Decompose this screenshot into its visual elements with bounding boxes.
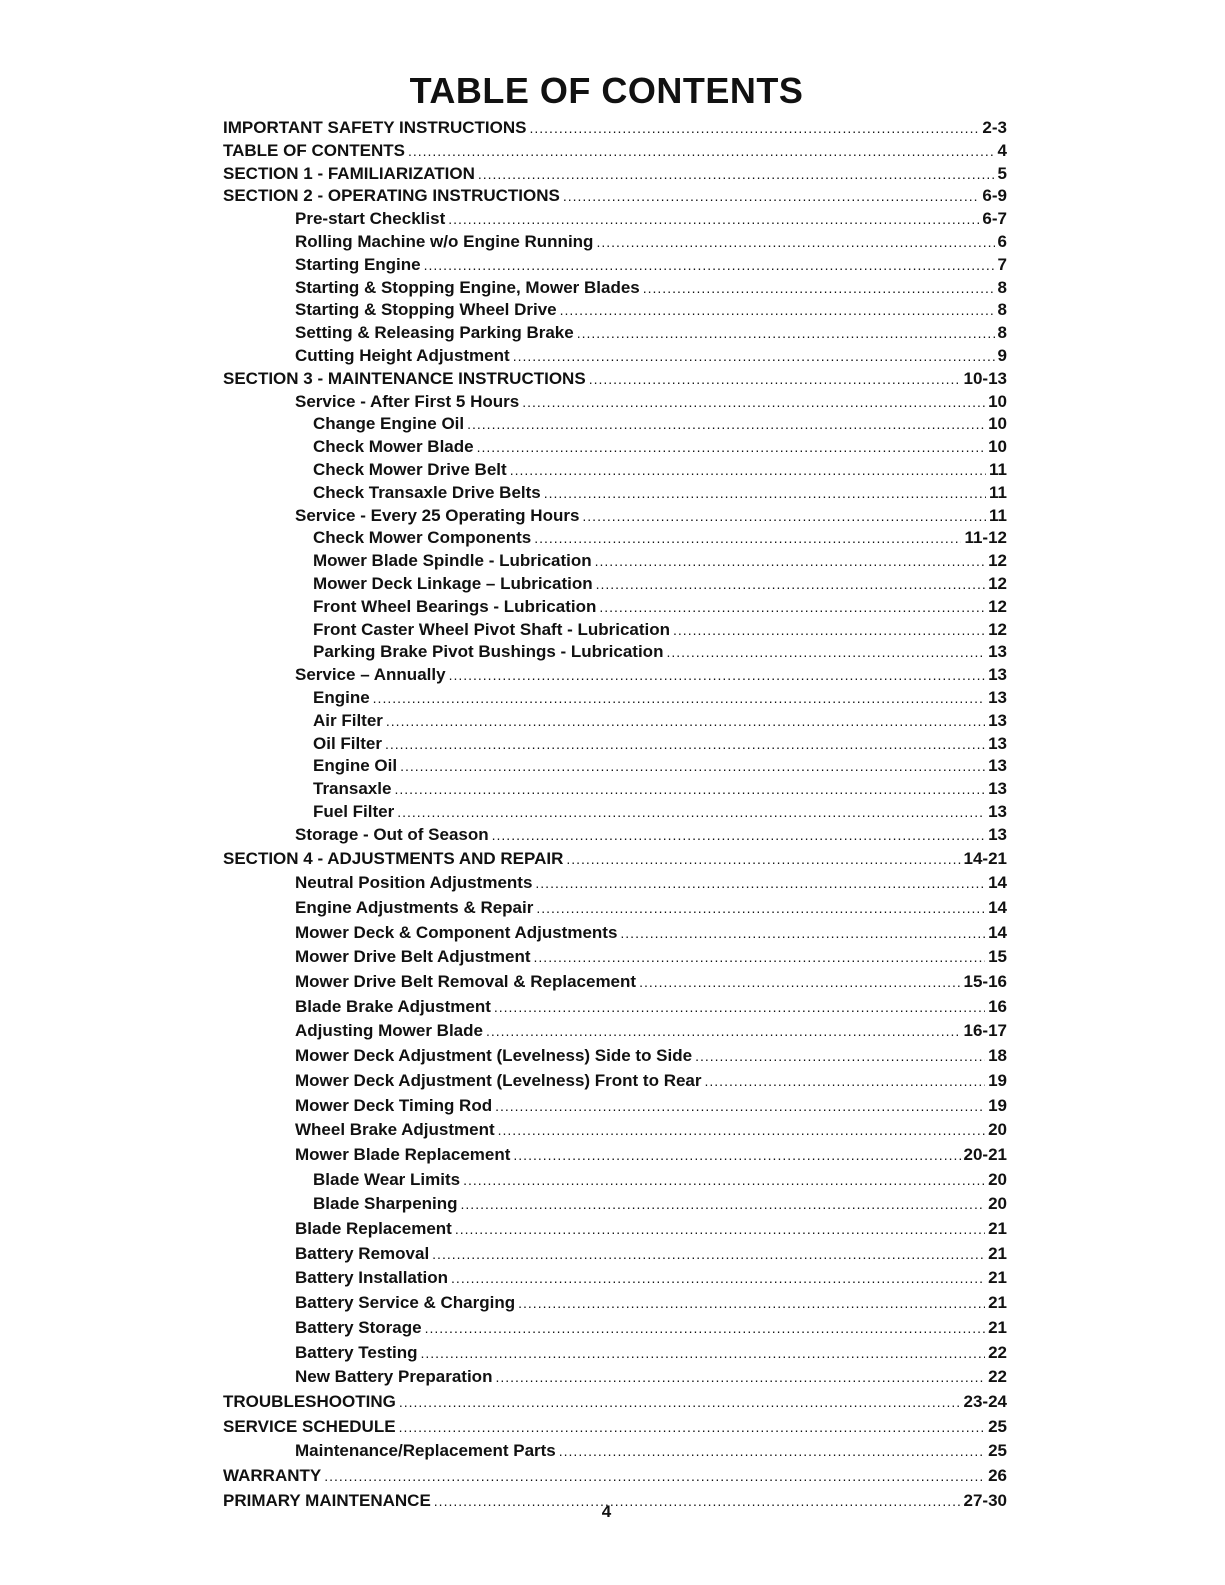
toc-entry-page: 15-16 (963, 972, 1007, 992)
dot-leader (589, 369, 961, 391)
dot-leader (386, 711, 985, 733)
toc-entry-title: PRIMARY MAINTENANCE (223, 1490, 431, 1510)
toc-entry-page: 13 (988, 642, 1007, 662)
toc-entry-title: Mower Blade Spindle - Lubrication (313, 551, 592, 571)
toc-entry-title: Engine Oil (313, 756, 398, 776)
toc-entry-title: Storage - Out of Season (295, 824, 489, 844)
toc-entry-title: Service - After First 5 Hours (295, 391, 520, 411)
toc-entry (223, 1118, 1007, 1143)
toc-entry (223, 231, 1007, 254)
toc-entry-title: Engine (313, 687, 370, 707)
toc-entry-page: 7 (997, 254, 1007, 274)
toc-entry-page: 6-7 (982, 209, 1007, 229)
toc-entry (223, 1341, 1007, 1366)
dot-leader (534, 528, 961, 550)
toc-entry-page: 10 (988, 391, 1007, 411)
toc-entry (223, 1217, 1007, 1242)
toc-entry (223, 413, 1007, 436)
toc-entry (223, 641, 1007, 664)
toc-entry (223, 1019, 1007, 1044)
toc-entry-page: 22 (988, 1367, 1007, 1387)
dot-leader (400, 756, 985, 778)
dot-leader (448, 209, 979, 231)
toc-entry-title: Service - Every 25 Operating Hours (295, 505, 580, 525)
toc-entry-page: 10 (988, 437, 1007, 457)
dot-leader (385, 734, 985, 756)
toc-entry-title: Neutral Position Adjustments (295, 873, 533, 893)
toc-entry-title: Mower Deck Linkage – Lubrication (313, 573, 593, 593)
toc-entry-title: Rolling Machine w/o Engine Running (295, 231, 594, 251)
toc-entry-title: TABLE OF CONTENTS (223, 140, 405, 160)
toc-entry-page: 10 (988, 414, 1007, 434)
dot-leader (477, 437, 985, 459)
toc-entry (223, 710, 1007, 733)
toc-entry (223, 896, 1007, 921)
dot-leader (639, 971, 960, 995)
toc-entry-page: 21 (988, 1219, 1007, 1239)
toc-entry-title: Battery Installation (295, 1268, 449, 1288)
toc-entry (223, 945, 1007, 970)
toc-entry (223, 1266, 1007, 1291)
dot-leader (695, 1045, 985, 1069)
toc-entry-page: 8 (997, 300, 1007, 320)
toc-entry-page: 22 (988, 1342, 1007, 1362)
toc-entry (223, 687, 1007, 710)
toc-entry (223, 596, 1007, 619)
toc-entry (223, 505, 1007, 528)
toc-entry (223, 755, 1007, 778)
dot-leader (577, 323, 995, 345)
toc-entry-title: Cutting Height Adjustment (295, 345, 510, 365)
dot-leader (451, 1267, 985, 1291)
toc-entry-title: Oil Filter (313, 733, 382, 753)
toc-entry-title: Blade Brake Adjustment (295, 996, 491, 1016)
page-title: TABLE OF CONTENTS (409, 70, 804, 111)
toc-entry (223, 1439, 1007, 1464)
toc-entry-title: Starting & Stopping Engine, Mower Blades (295, 277, 640, 297)
toc-entry-page: 6 (997, 231, 1007, 251)
toc-entry-page: 13 (988, 665, 1007, 685)
toc-entry-page: 12 (988, 573, 1007, 593)
dot-leader (563, 186, 980, 208)
toc-entry-page: 25 (988, 1416, 1007, 1436)
toc-entry-title: Parking Brake Pivot Bushings - Lubrication (313, 642, 664, 662)
dot-leader (408, 141, 995, 163)
toc-entry (223, 185, 1007, 208)
table-of-contents (223, 117, 1007, 1513)
toc-entry-page: 21 (988, 1243, 1007, 1263)
dot-leader (596, 232, 994, 254)
toc-entry (223, 995, 1007, 1020)
toc-entry (223, 619, 1007, 642)
toc-entry-title: Battery Testing (295, 1342, 418, 1362)
toc-entry (223, 1044, 1007, 1069)
toc-entry-title: Battery Storage (295, 1317, 422, 1337)
toc-entry-page: 13 (988, 824, 1007, 844)
toc-entry-page: 25 (988, 1441, 1007, 1461)
toc-entry-page: 14 (988, 897, 1007, 917)
dot-leader (463, 1169, 985, 1193)
toc-entry-page: 5 (997, 163, 1007, 183)
toc-entry-page: 11 (989, 482, 1007, 502)
dot-leader (620, 922, 985, 946)
toc-entry-title: Starting & Stopping Wheel Drive (295, 300, 557, 320)
toc-entry-page: 14-21 (963, 848, 1007, 868)
toc-entry-page: 13 (988, 801, 1007, 821)
toc-entry-page: 16-17 (963, 1021, 1007, 1041)
toc-entry-title: SECTION 2 - OPERATING INSTRUCTIONS (223, 186, 560, 206)
toc-entry-title: Pre-start Checklist (295, 209, 446, 229)
toc-entry-page: 21 (988, 1268, 1007, 1288)
toc-entry (223, 163, 1007, 186)
dot-leader (495, 1095, 985, 1119)
toc-entry-page: 2-3 (982, 118, 1007, 137)
dot-leader (424, 255, 995, 277)
dot-leader (399, 1416, 986, 1440)
toc-entry-title: SECTION 4 - ADJUSTMENTS AND REPAIR (223, 848, 564, 868)
toc-entry-title: Adjusting Mower Blade (295, 1021, 483, 1041)
toc-entry-page: 8 (997, 323, 1007, 343)
toc-entry (223, 1242, 1007, 1267)
toc-entry-page: 19 (988, 1095, 1007, 1115)
dot-leader (455, 1218, 985, 1242)
dot-leader (467, 414, 985, 436)
toc-entry (223, 733, 1007, 756)
toc-entry (223, 1094, 1007, 1119)
toc-entry-page: 20 (988, 1169, 1007, 1189)
toc-entry (223, 1365, 1007, 1390)
toc-entry-title: Engine Adjustments & Repair (295, 897, 534, 917)
toc-entry-title: Mower Deck Adjustment (Levelness) Front to Rear (295, 1070, 702, 1090)
toc-entry (223, 1316, 1007, 1341)
dot-leader (494, 996, 985, 1020)
toc-entry (223, 1390, 1007, 1415)
dot-leader (478, 164, 995, 186)
toc-entry-title: Mower Deck Adjustment (Levelness) Side to Side (295, 1046, 693, 1066)
toc-entry (223, 527, 1007, 550)
toc-entry-title: Mower Blade Replacement (295, 1144, 511, 1164)
dot-leader (492, 825, 985, 847)
toc-entry-title: Mower Deck & Component Adjustments (295, 922, 618, 942)
toc-entry-page: 11 (989, 459, 1007, 479)
dot-leader (544, 483, 986, 505)
toc-entry-title: Fuel Filter (313, 801, 395, 821)
toc-entry-title: Setting & Releasing Parking Brake (295, 323, 574, 343)
dot-leader (421, 1342, 986, 1366)
toc-entry (223, 117, 1007, 140)
dot-leader (705, 1070, 986, 1094)
dot-leader (566, 848, 960, 872)
toc-entry (223, 921, 1007, 946)
toc-entry (223, 573, 1007, 596)
toc-entry (223, 824, 1007, 847)
toc-entry-title: Transaxle (313, 779, 392, 799)
toc-entry-title: SERVICE SCHEDULE (223, 1416, 396, 1436)
toc-entry-page: 26 (988, 1466, 1007, 1486)
toc-entry-title: Starting Engine (295, 254, 421, 274)
dot-leader (432, 1243, 985, 1267)
dot-leader (582, 506, 986, 528)
dot-leader (394, 779, 985, 801)
toc-entry-title: Mower Drive Belt Adjustment (295, 947, 531, 967)
toc-entry (223, 1415, 1007, 1440)
toc-entry-title: Battery Service & Charging (295, 1293, 516, 1313)
toc-entry-page: 11-12 (964, 528, 1007, 548)
toc-entry (223, 436, 1007, 459)
toc-entry-page: 20 (988, 1120, 1007, 1140)
toc-entry-page: 14 (988, 922, 1007, 942)
toc-entry-title: Blade Replacement (295, 1219, 452, 1239)
toc-entry-title: Mower Deck Timing Rod (295, 1095, 493, 1115)
toc-entry (223, 550, 1007, 573)
toc-entry-title: Change Engine Oil (313, 414, 465, 434)
toc-entry-title: Maintenance/Replacement Parts (295, 1441, 556, 1461)
toc-entry-title: WARRANTY (223, 1466, 322, 1486)
toc-entry-page: 9 (997, 345, 1007, 365)
toc-entry-page: 18 (988, 1046, 1007, 1066)
toc-entry-page: 12 (988, 551, 1007, 571)
dot-leader (324, 1465, 985, 1489)
dot-leader (595, 551, 985, 573)
toc-entry-page: 13 (988, 710, 1007, 730)
dot-leader (510, 460, 986, 482)
toc-entry (223, 482, 1007, 505)
dot-leader (498, 1119, 985, 1143)
toc-entry-page: 13 (988, 756, 1007, 776)
dot-leader (495, 1366, 985, 1390)
toc-entry (223, 1291, 1007, 1316)
dot-leader (513, 1144, 960, 1168)
toc-entry (223, 322, 1007, 345)
toc-entry-page: 10-13 (963, 368, 1007, 388)
toc-entry-page: 21 (988, 1317, 1007, 1337)
toc-entry (223, 208, 1007, 231)
dot-leader (486, 1020, 961, 1044)
toc-entry-page: 12 (988, 619, 1007, 639)
toc-entry (223, 459, 1007, 482)
toc-entry-title: Check Mower Drive Belt (313, 459, 507, 479)
dot-leader (397, 802, 985, 824)
toc-entry-page: 12 (988, 596, 1007, 616)
dot-leader (373, 688, 985, 710)
toc-entry-page: 19 (988, 1070, 1007, 1090)
toc-entry (223, 299, 1007, 322)
toc-entry (223, 140, 1007, 163)
dot-leader (599, 597, 985, 619)
toc-entry (223, 345, 1007, 368)
dot-leader (534, 946, 986, 970)
dot-leader (560, 300, 995, 322)
dot-leader (518, 1292, 985, 1316)
toc-entry (223, 1069, 1007, 1094)
toc-entry-page: 20-21 (963, 1144, 1007, 1164)
dot-leader (425, 1317, 985, 1341)
toc-entry-page: 20 (988, 1194, 1007, 1214)
dot-leader (522, 392, 985, 414)
toc-entry-page: 23-24 (963, 1391, 1007, 1411)
toc-entry-title: SECTION 3 - MAINTENANCE INSTRUCTIONS (223, 368, 586, 388)
toc-entry (223, 664, 1007, 687)
toc-entry-title: Check Transaxle Drive Belts (313, 482, 541, 502)
toc-entry (223, 1192, 1007, 1217)
toc-entry-page: 13 (988, 779, 1007, 799)
toc-entry-page: 27-30 (963, 1490, 1007, 1510)
toc-entry-title: Wheel Brake Adjustment (295, 1120, 495, 1140)
dot-leader (596, 574, 985, 596)
toc-entry (223, 1464, 1007, 1489)
toc-entry (223, 391, 1007, 414)
toc-entry-title: Front Caster Wheel Pivot Shaft - Lubrication (313, 619, 671, 639)
dot-leader (399, 1391, 961, 1415)
toc-entry-page: 14 (988, 873, 1007, 893)
toc-entry (223, 847, 1007, 872)
toc-entry-title: New Battery Preparation (295, 1367, 493, 1387)
toc-entry-title: Mower Drive Belt Removal & Replacement (295, 972, 637, 992)
toc-entry (223, 778, 1007, 801)
toc-entry-title: Service – Annually (295, 665, 446, 685)
toc-entry-title: Air Filter (313, 710, 383, 730)
dot-leader (535, 872, 985, 896)
toc-entry (223, 801, 1007, 824)
toc-entry-title: Blade Wear Limits (313, 1169, 461, 1189)
dot-leader (461, 1193, 986, 1217)
toc-entry (223, 970, 1007, 995)
dot-leader (513, 346, 995, 368)
dot-leader (536, 897, 985, 921)
dot-leader (530, 118, 980, 140)
toc-entry (223, 1143, 1007, 1168)
toc-entry-page: 6-9 (982, 186, 1007, 206)
toc-entry (223, 368, 1007, 391)
toc-entry-title: Blade Sharpening (313, 1194, 458, 1214)
toc-entry (223, 1168, 1007, 1193)
toc-entry-title: Check Mower Components (313, 528, 532, 548)
toc-entry (223, 871, 1007, 896)
toc-entry-title: TROUBLESHOOTING (223, 1391, 396, 1411)
dot-leader (449, 665, 986, 687)
toc-entry (223, 277, 1007, 300)
toc-entry-page: 11 (989, 505, 1007, 525)
toc-entry-title: Check Mower Blade (313, 437, 474, 457)
dot-leader (673, 620, 985, 642)
page-number: 4 (601, 1502, 612, 1521)
dot-leader (666, 642, 985, 664)
toc-entry (223, 254, 1007, 277)
toc-entry-page: 13 (988, 733, 1007, 753)
toc-entry-page: 16 (988, 996, 1007, 1016)
toc-entry-page: 21 (988, 1293, 1007, 1313)
dot-leader (643, 278, 995, 300)
toc-entry-page: 4 (997, 140, 1007, 160)
toc-entry-page: 13 (988, 687, 1007, 707)
toc-entry-title: Battery Removal (295, 1243, 430, 1263)
toc-entry-title: Front Wheel Bearings - Lubrication (313, 596, 597, 616)
toc-entry-page: 8 (997, 277, 1007, 297)
toc-entry-page: 15 (988, 947, 1007, 967)
toc-entry-title: IMPORTANT SAFETY INSTRUCTIONS (223, 118, 527, 137)
toc-entry-title: SECTION 1 - FAMILIARIZATION (223, 163, 475, 183)
dot-leader (559, 1440, 985, 1464)
